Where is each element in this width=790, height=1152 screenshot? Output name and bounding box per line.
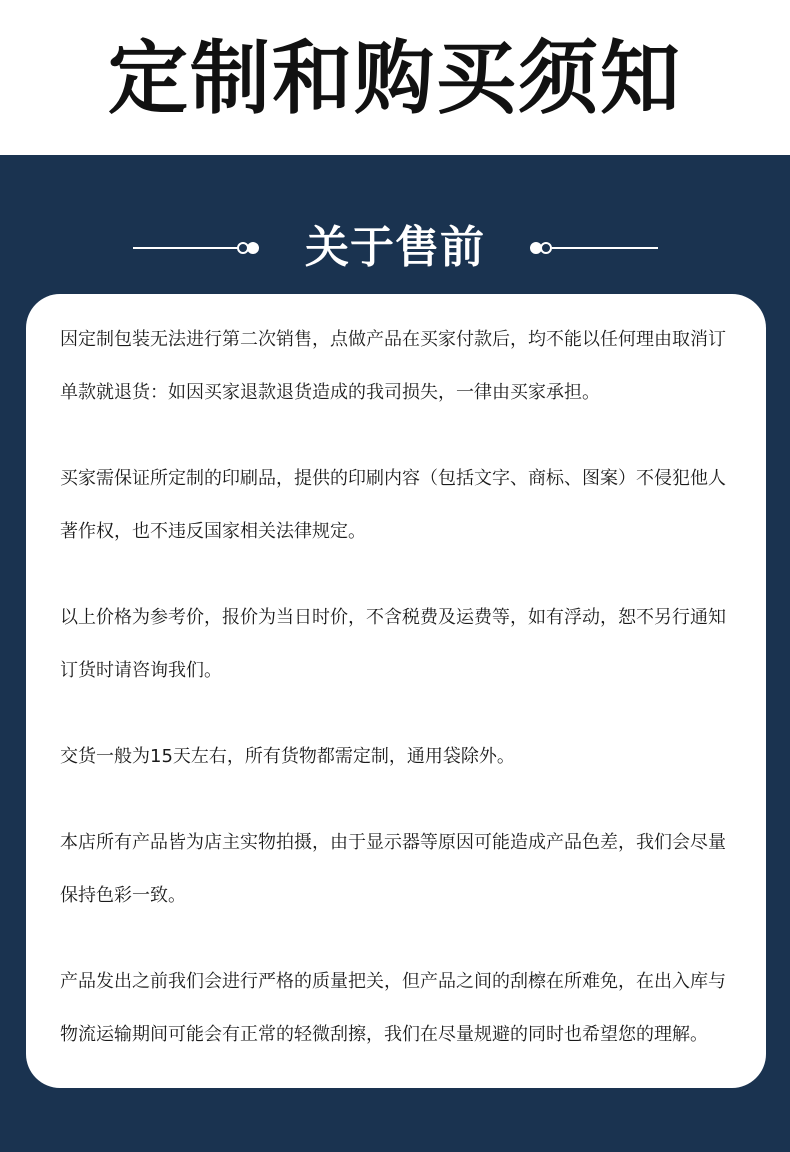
- right-divider-ornament: [530, 240, 658, 256]
- notice-paragraph: 以上价格为参考价，报价为当日时价，不含税费及运费等，如有浮动，恕不另行通知订货时请咨询我们。: [60, 607, 726, 681]
- section-heading-text: 关于售前: [305, 222, 485, 273]
- notice-list: [60, 313, 740, 1094]
- right-divider-line: [552, 247, 658, 249]
- notice-paragraph: 因定制包装无法进行第二次销售，点做产品在买家付款后，均不能以任何理由取消订单款就退货：如因买家退款退货造成的我司损失，一律由买家承担。: [60, 329, 726, 403]
- title-banner: [0, 0, 790, 155]
- page-title: 定制和购买须知: [108, 31, 682, 125]
- notice-paragraph: 产品发出之前我们会进行严格的质量把关，但产品之间的刮檫在所难免，在出入库与物流运输期间可能会有正常的轻微刮擦，我们在尽量规避的同时也希望您的理解。: [60, 971, 726, 1045]
- notice-section: [0, 155, 790, 1152]
- right-ring-dot-icon: [540, 242, 552, 254]
- notice-paragraph: 买家需保证所定制的印刷品，提供的印刷内容（包括文字、商标、图案）不侵犯他人著作权，也不违反国家相关法律规定。: [60, 468, 726, 542]
- notice-paragraph: 交货一般为15天左右，所有货物都需定制，通用袋除外。: [60, 746, 515, 767]
- notice-card: [26, 294, 766, 1088]
- section-heading: [0, 220, 790, 276]
- notice-paragraph: 本店所有产品皆为店主实物拍摄，由于显示器等原因可能造成产品色差，我们会尽量保持色彩一致。: [60, 832, 726, 906]
